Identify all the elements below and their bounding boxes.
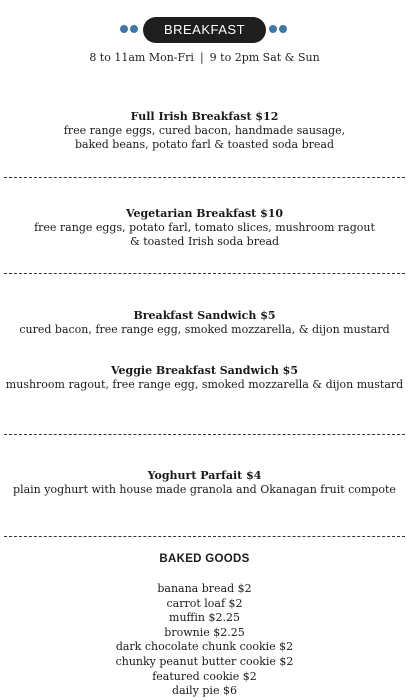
menu-item-veggie-sandwich [0, 364, 409, 392]
menu-item-description: plain yoghurt with house made granola and Okanagan fruit compote [13, 483, 396, 496]
hours-weekday: 8 to 11am Mon-Fri [89, 51, 194, 64]
menu-item-name: Vegetarian Breakfast $10 [125, 207, 284, 220]
breakfast-hours [0, 51, 409, 64]
baked-goods-item: dark chocolate chunk cookie $2 [115, 640, 294, 654]
menu-item-name: Breakfast Sandwich $5 [133, 309, 276, 322]
dashed-divider [4, 177, 405, 178]
dashed-divider [4, 434, 405, 435]
baked-goods-title: BAKED GOODS [159, 553, 250, 565]
menu-item-description: & toasted Irish soda bread [129, 235, 280, 248]
right-dots-decoration [269, 25, 287, 34]
baked-goods-item: banana bread $2 [157, 582, 252, 595]
menu-item-vegetarian [0, 207, 409, 249]
dashed-divider [4, 273, 405, 274]
menu-item-description: cured bacon, free range egg, smoked mozzarella, & dijon mustard [19, 323, 390, 336]
hours-weekend: 9 to 2pm Sat & Sun [209, 51, 320, 64]
menu-item-name: Full Irish Breakfast $12 [130, 110, 279, 123]
baked-goods-item: carrot loaf $2 [166, 596, 243, 610]
baked-goods-item: featured cookie $2 [152, 669, 257, 683]
menu-item-description: baked beans, potato farl & toasted soda bread [74, 138, 334, 151]
baked-goods-list [0, 582, 409, 699]
menu-item-yoghurt-parfait [0, 469, 409, 497]
dot-icon [279, 25, 287, 33]
baked-goods-item: muffin $2.25 [169, 611, 240, 625]
menu-header [0, 17, 409, 43]
menu-item-breakfast-sandwich [0, 309, 409, 337]
menu-item-name: Yoghurt Parfait $4 [147, 469, 262, 482]
dot-icon [269, 25, 277, 33]
menu-item-description: free range eggs, potato farl, tomato slices, mushroom ragout [34, 221, 375, 234]
menu-item-name: Veggie Breakfast Sandwich $5 [111, 364, 298, 377]
hours-separator: | [199, 51, 204, 64]
breakfast-title: BREAKFAST [143, 17, 266, 43]
baked-goods-item: daily pie $6 [172, 684, 237, 698]
menu-item-full-irish [0, 110, 409, 152]
baked-goods-item: brownie $2.25 [164, 625, 245, 639]
dot-icon [120, 25, 128, 33]
dot-icon [130, 25, 138, 33]
dashed-divider [4, 536, 405, 537]
menu-item-description: mushroom ragout, free range egg, smoked mozzarella & dijon mustard [5, 378, 404, 391]
menu-item-description: free range eggs, cured bacon, handmade sausage, [63, 124, 346, 137]
baked-goods-item: chunky peanut butter cookie $2 [115, 654, 294, 668]
left-dots-decoration [120, 25, 138, 34]
